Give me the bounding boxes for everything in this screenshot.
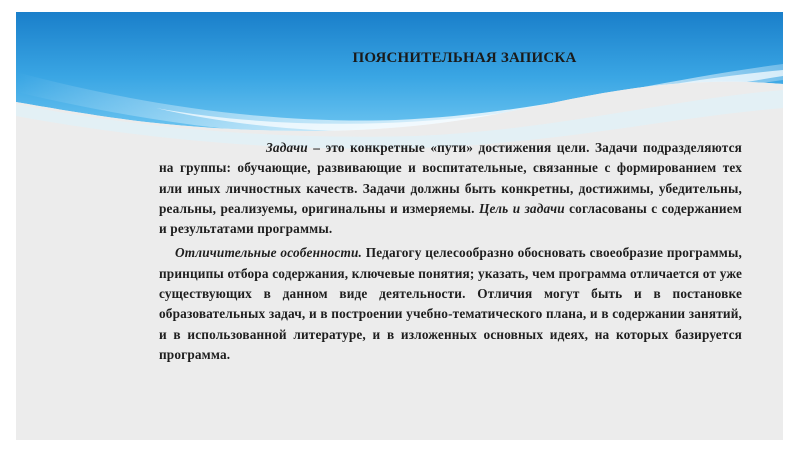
tasks-text-2: согласованы с содержанием и результатами программы. — [159, 200, 742, 237]
paragraph-features — [159, 243, 742, 365]
slide — [16, 12, 783, 440]
term-goal-tasks: Цель и задачи — [478, 200, 565, 216]
term-features: Отличительные особенности. — [175, 245, 363, 261]
term-tasks: Задачи — [266, 140, 308, 155]
tasks-text-1: – это конкретные «пути» достижения цели. Задачи подразделяются на группы: обучающие, развивающие и воспитательные, связанные с формированием тех или иных личностных качеств. Задачи должны быть конкретны, достижимы, убедительны, реальны, реализуемы, оригинальны и измеряемы. — [159, 140, 742, 216]
paragraph-tasks — [159, 138, 742, 239]
features-text: Педагогу целесообразно обосновать своеобразие программы, принципы отбора содержания, ключевые понятия; указать, чем программа отличается от уже существующих в данном виде деятельности. Отличия могут быть и в постановке образовательных задач, и в построении учебно-тематического плана, и в содержании занятий, и в использованной литературе, и в изложенных основных идеях, на которых базируется программа. — [159, 245, 742, 362]
slide-title: ПОЯСНИТЕЛЬНАЯ ЗАПИСКА — [352, 50, 577, 66]
body-text — [159, 138, 742, 365]
